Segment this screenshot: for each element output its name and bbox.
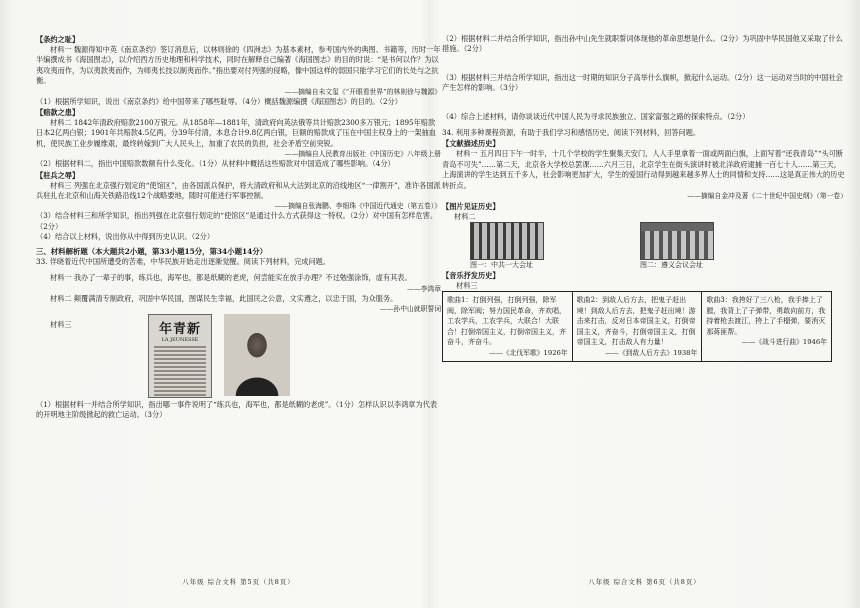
question-2: （2）根据材料二，指出中国赔款数额有什么变化。（1分）从材料中概括这些赔款对中国造成了哪些影响。（4分）	[36, 159, 395, 169]
section-three-heading: 三、材料解析题（本大题共2小题，第33小题15分，第34小题14分）	[36, 246, 268, 256]
songs-table	[442, 291, 832, 362]
q34-material-one: 材料一 五月四日下午一时半，十几个学校的学生聚集天安门，人人手里拿着一面或两面白旗，上面写着“还我青岛”“头可断青岛不可失”……第二天，北京各大学校总罢课……六月三日，北京学生在街头演讲时被北洋政府逮捕一百七十人……第三天，上海演讲的学生达到五千多人，社会影响更加扩大，学生的爱国行动得到越来越多界人士的同情和支持……这是真正伟大的历史转折点。	[442, 149, 845, 190]
song-cell	[702, 292, 832, 362]
section-heading-troops: 【驻兵之辱】	[36, 170, 80, 180]
q33-material-three-figure	[36, 314, 441, 400]
question-1: （1）根据所学知识，说出《南京条约》给中国带来了哪些耻辱。（4分）概括魏源编撰《海国图志》的目的。（2分）	[36, 96, 402, 106]
question-33-intro: 33. 佯晓着近代中国所遭受的苦难，中华民族开始走出逐渐觉醒。阅读下列材料，完成问题。	[36, 256, 331, 266]
question-33-4: （4）综合上述材料，请你谈谈近代中国人民为寻求民族独立、国家富强之路的探索特点。（2分）	[442, 111, 750, 121]
right-page	[442, 34, 847, 594]
q33-material-three-label: 材料三	[50, 319, 72, 329]
right-page-footer: 八年级 综合文科 第6页（共8页）	[588, 578, 701, 586]
left-page-footer: 八年级 综合文科 第5页（共8页）	[182, 578, 295, 586]
song-lyric: 歌曲3：我挎好了三八枪，我手捧上了膛，我背上了子弹带，勇敢向前方，我持着枪去渡江，挎上了手榴弹，要消灭那蒋匪帮。	[706, 296, 826, 336]
material-one-source: ——摘编自未文玺《“开眼看世界”的林则徐与魏源》	[284, 87, 441, 96]
first-congress-site-photo	[470, 222, 544, 260]
q34-material-two-figures	[442, 212, 847, 270]
q34-material-two-label: 材料二	[454, 212, 476, 222]
left-page	[36, 34, 441, 594]
portrait-photo	[224, 314, 290, 396]
q33-material-two: 材料二 颠覆满清专制政府，巩固中华民国，图谋民生幸福，此国民之公意，文实遵之，以忠于国，为众服务。	[50, 293, 398, 303]
q33-material-two-source: ——孙中山就职誓词	[379, 304, 441, 313]
section-heading-documents: 【文献描述历史】	[442, 139, 500, 149]
song-source: ——《到敌人后方去》1938年	[605, 348, 698, 357]
section-heading-indemnity: 【赔款之患】	[36, 108, 80, 118]
song-cell	[572, 292, 702, 362]
question-34-intro: 34. 利用多种课程资源，有助于我们学习和感悟历史。阅读下列材料，回答问题。	[442, 128, 701, 138]
magazine-title: 年青新	[158, 321, 201, 337]
song-lyric: 歌曲2：到敌人后方去，把鬼子赶出境！到敌人后方去，把鬼子赶出境！游击来打击，反对日本帝国主义，打倒帝国主义，齐奋斗，打倒帝国主义，打倒帝国主义，打击敌人有力量！	[576, 296, 696, 347]
section-heading-treaty: 【条约之耻】	[36, 35, 80, 44]
material-two-text: 材料二 1842年清政府赔款2100万银元。从1858年—1881年，清政府向英法俄等共计赔款2300多万银元；1895年赔款日本2亿两白银；1901年共赔款4.5亿两，分39年付清，本息合计9.8亿两白银，巨额的赔款成了压在中国主权身上的一架抽血机，使民族工业步履维艰，最终转嫁到广大人民头上，加重了农民的负担，社会矛盾空前突锐。	[36, 118, 436, 148]
magazine-subtitle: LA JEUNESSE	[161, 336, 199, 343]
section-heading-music: 【音乐抒发历史】	[442, 271, 500, 281]
q34-material-one-source: ——摘编自金冲及著《二十世纪中国史纲》（第一卷）	[687, 192, 847, 201]
song-source: ——《北伐军歌》1926年	[489, 348, 568, 357]
zunyi-meeting-site-photo	[640, 222, 714, 260]
song-source: ——《战斗进行曲》1946年	[741, 338, 827, 347]
figure-two-caption: 图二：遵义会议会址	[640, 261, 703, 270]
figure-one-caption: 图一：中共一大会址	[470, 261, 533, 270]
section-heading-pictures: 【图片见证历史】	[442, 202, 500, 212]
material-one-text: 材料一 魏源得知中英《南京条约》签订消息后，以林则徐的《四洲志》为基本素材，参考国内外的典图、书籍等，历时一年半编撰成书《海国图志》，以介绍西方历史地理和科学技术，同时在解释自己编著《海国图志》的目的时说：“是书何以作？为以夷攻夷而作，为以夷款夷而作，为师夷长技以制夷而作。”指出要对付列强的侵略，像中国这样的弱国只能学习它们的长处与之抗衡。	[36, 45, 441, 86]
q34-material-three-label: 材料三	[456, 281, 478, 291]
question-33-2: （2）根据材料二并结合所学知识，指出孙中山先生就职誓词体现他的革命思想是什么。（2分）为巩固中华民国他又采取了什么措施。（2分）	[442, 34, 843, 54]
song-cell	[443, 292, 573, 362]
question-3: （3）结合材料三和所学知识，指出列强在北京强行划定的“使馆区”是通过什么方式获得这一特权。（2分）对中国有怎样危害。（2分）	[36, 211, 438, 231]
material-three-source: ——摘编自张海鹏、李细珠《中国近代通史（第五卷）》	[274, 202, 441, 211]
material-two-source: ——摘编自人民教育出版社《中国历史》八年级上册	[284, 150, 441, 159]
song-lyric: 歌曲1：打倒列强，打倒列强，除军阀，除军阀；努力国民革命，齐欢唱，工农学兵，工农学兵，大联合！大联合！打倒帝国主义，打倒帝国主义，齐奋斗，齐奋斗。	[447, 296, 566, 347]
q33-material-one-source: ——李鸿章	[407, 284, 441, 293]
new-youth-magazine-image	[148, 314, 212, 398]
material-three-text: 材料三 列强在北京强行划定的“使馆区”，由各国派兵保护，将大清政府和从大沽到北京的沿线地区“一律割开”，准许各国派兵驻扎在北京和山海关铁路沿线12个战略要地，随时可能进行军事控制。	[36, 180, 441, 201]
question-4: （4）结合以上材料，说出你从中得到历史认识。（2分）	[36, 232, 215, 242]
question-33-3: （3）根据材料三并结合所学知识，指出这一时期的知识分子高举什么旗帜，掀起什么运动。（2分）这一运动对当时的中国社会产生怎样的影响。（3分）	[442, 72, 843, 93]
q33-material-one: 材料一 我办了一辈子的事，练兵也，海军也，都是纸糊的老虎，何尝能实在放手办理？不过勉强涂饰，虚有其表。	[50, 273, 412, 283]
question-33-1: （1）根据材料一并结合所学知识，指出哪一事件说明了“练兵也，海军也，都是纸糊的老虎”。（1分）怎样认识以李鸿章为代表的开明地主阶级掀起的救亡运动。（3分）	[36, 399, 438, 420]
